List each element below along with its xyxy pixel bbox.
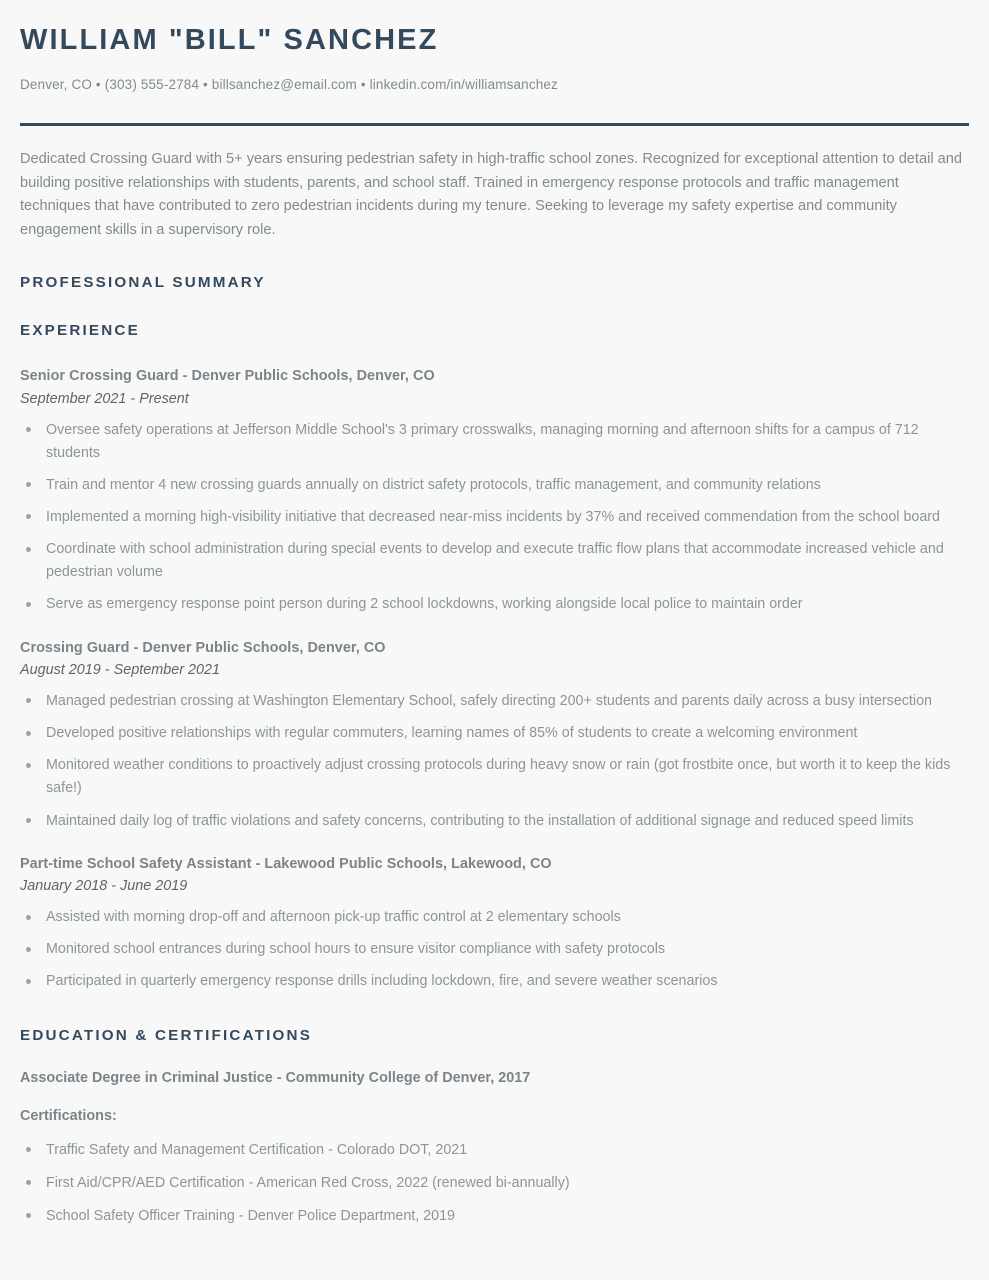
job-title: Crossing Guard - Denver Public Schools, Denver, CO [20, 639, 386, 656]
certification-text: School Safety Officer Training - Denver Police Department, 2019 [46, 1207, 455, 1224]
certifications-list [20, 1139, 969, 1228]
bullet-dot-icon [26, 1147, 31, 1152]
bullet-dot-icon [26, 731, 31, 736]
job-bullet-list [20, 906, 969, 993]
job-bullet-text: Assisted with morning drop-off and afternoon pick-up traffic control at 2 elementary schools [46, 909, 621, 926]
job-title: Part-time School Safety Assistant - Lakewood Public Schools, Lakewood, CO [20, 855, 552, 872]
section-heading-professional-summary: PROFESSIONAL SUMMARY [20, 273, 266, 291]
bullet-dot-icon [26, 698, 31, 703]
job-bullet [20, 938, 969, 961]
job-bullet [20, 419, 969, 465]
certification-item [20, 1139, 969, 1162]
bullet-dot-icon [26, 818, 31, 823]
job-bullet [20, 810, 969, 833]
job-bullet-text: Monitored school entrances during school hours to ensure visitor compliance with safety protocols [46, 941, 666, 958]
job-bullet-text: Train and mentor 4 new crossing guards annually on district safety protocols, traffic management, and community relations [46, 476, 821, 493]
job-dates: August 2019 - September 2021 [20, 662, 221, 679]
job-bullet-text: Maintained daily log of traffic violations and safety concerns, contributing to the installation of additional signage and reduced speed limits [46, 812, 914, 829]
professional-summary-text: Dedicated Crossing Guard with 5+ years ensuring pedestrian safety in high-traffic school zones. Recognized for exceptional attention to detail and building positive relationships with students, parents, and school staff. Trained in emergency response protocols and traffic management techniques that have contributed to zero pedestrian incidents during my tenure. Seeking to leverage my safety expertise and community engagement skills in a supervisory role. [20, 151, 962, 239]
experience-list [20, 367, 969, 993]
certifications-label: Certifications: [20, 1108, 117, 1125]
job-bullet-text: Serve as emergency response point person during 2 school lockdowns, working alongside local police to maintain order [46, 596, 803, 613]
contact-info-line: Denver, CO • (303) 555-2784 • billsanchez@email.com • linkedin.com/in/williamsanchez [20, 77, 558, 93]
job-bullet [20, 754, 969, 800]
bullet-dot-icon [26, 602, 31, 607]
certification-text: Traffic Safety and Management Certification - Colorado DOT, 2021 [46, 1141, 468, 1158]
job-bullet-text: Oversee safety operations at Jefferson Middle School's 3 primary crosswalks, managing morning and afternoon shifts for a campus of 712 students [46, 421, 919, 461]
job-bullet [20, 906, 969, 929]
experience-entry [20, 855, 969, 994]
certification-text: First Aid/CPR/AED Certification - American Red Cross, 2022 (renewed bi-annually) [46, 1174, 570, 1191]
experience-entry [20, 639, 969, 833]
certification-item [20, 1172, 969, 1195]
bullet-dot-icon [26, 1213, 31, 1218]
job-dates: September 2021 - Present [20, 390, 189, 407]
header-divider-rule [20, 123, 969, 126]
job-title: Senior Crossing Guard - Denver Public Schools, Denver, CO [20, 368, 435, 385]
job-bullet-list [20, 419, 969, 617]
job-bullet [20, 690, 969, 713]
bullet-dot-icon [26, 947, 31, 952]
bullet-dot-icon [26, 514, 31, 519]
bullet-dot-icon [26, 427, 31, 432]
bullet-dot-icon [26, 482, 31, 487]
bullet-dot-icon [26, 915, 31, 920]
bullet-dot-icon [26, 547, 31, 552]
job-bullet [20, 593, 969, 616]
job-bullet-text: Managed pedestrian crossing at Washington Elementary School, safely directing 200+ students and parents daily across a busy intersection [46, 692, 932, 709]
section-heading-education-certifications: EDUCATION & CERTIFICATIONS [20, 1027, 313, 1045]
experience-entry [20, 367, 969, 616]
bullet-dot-icon [26, 1180, 31, 1185]
job-bullet [20, 474, 969, 497]
bullet-dot-icon [26, 979, 31, 984]
job-dates: January 2018 - June 2019 [20, 878, 188, 895]
candidate-name: WILLIAM "BILL" SANCHEZ [20, 24, 439, 56]
job-bullet-list [20, 690, 969, 833]
job-bullet [20, 538, 969, 584]
job-bullet [20, 970, 969, 993]
job-bullet [20, 722, 969, 745]
job-bullet [20, 506, 969, 529]
job-bullet-text: Coordinate with school administration during special events to develop and execute traffic flow plans that accommodate increased vehicle and pedestrian volume [46, 541, 944, 581]
job-bullet-text: Implemented a morning high-visibility initiative that decreased near-miss incidents by 37% and received commendation from the school board [46, 508, 941, 525]
job-bullet-text: Monitored weather conditions to proactively adjust crossing protocols during heavy snow or rain (got frostbite once, but worth it to keep the kids safe!) [46, 757, 951, 797]
bullet-dot-icon [26, 763, 31, 768]
education-degree-line: Associate Degree in Criminal Justice - Community College of Denver, 2017 [20, 1070, 531, 1087]
section-heading-experience: EXPERIENCE [20, 322, 140, 340]
job-bullet-text: Developed positive relationships with regular commuters, learning names of 85% of students to create a welcoming environment [46, 725, 858, 742]
job-bullet-text: Participated in quarterly emergency response drills including lockdown, fire, and severe weather scenarios [46, 973, 718, 990]
certification-item [20, 1205, 969, 1228]
